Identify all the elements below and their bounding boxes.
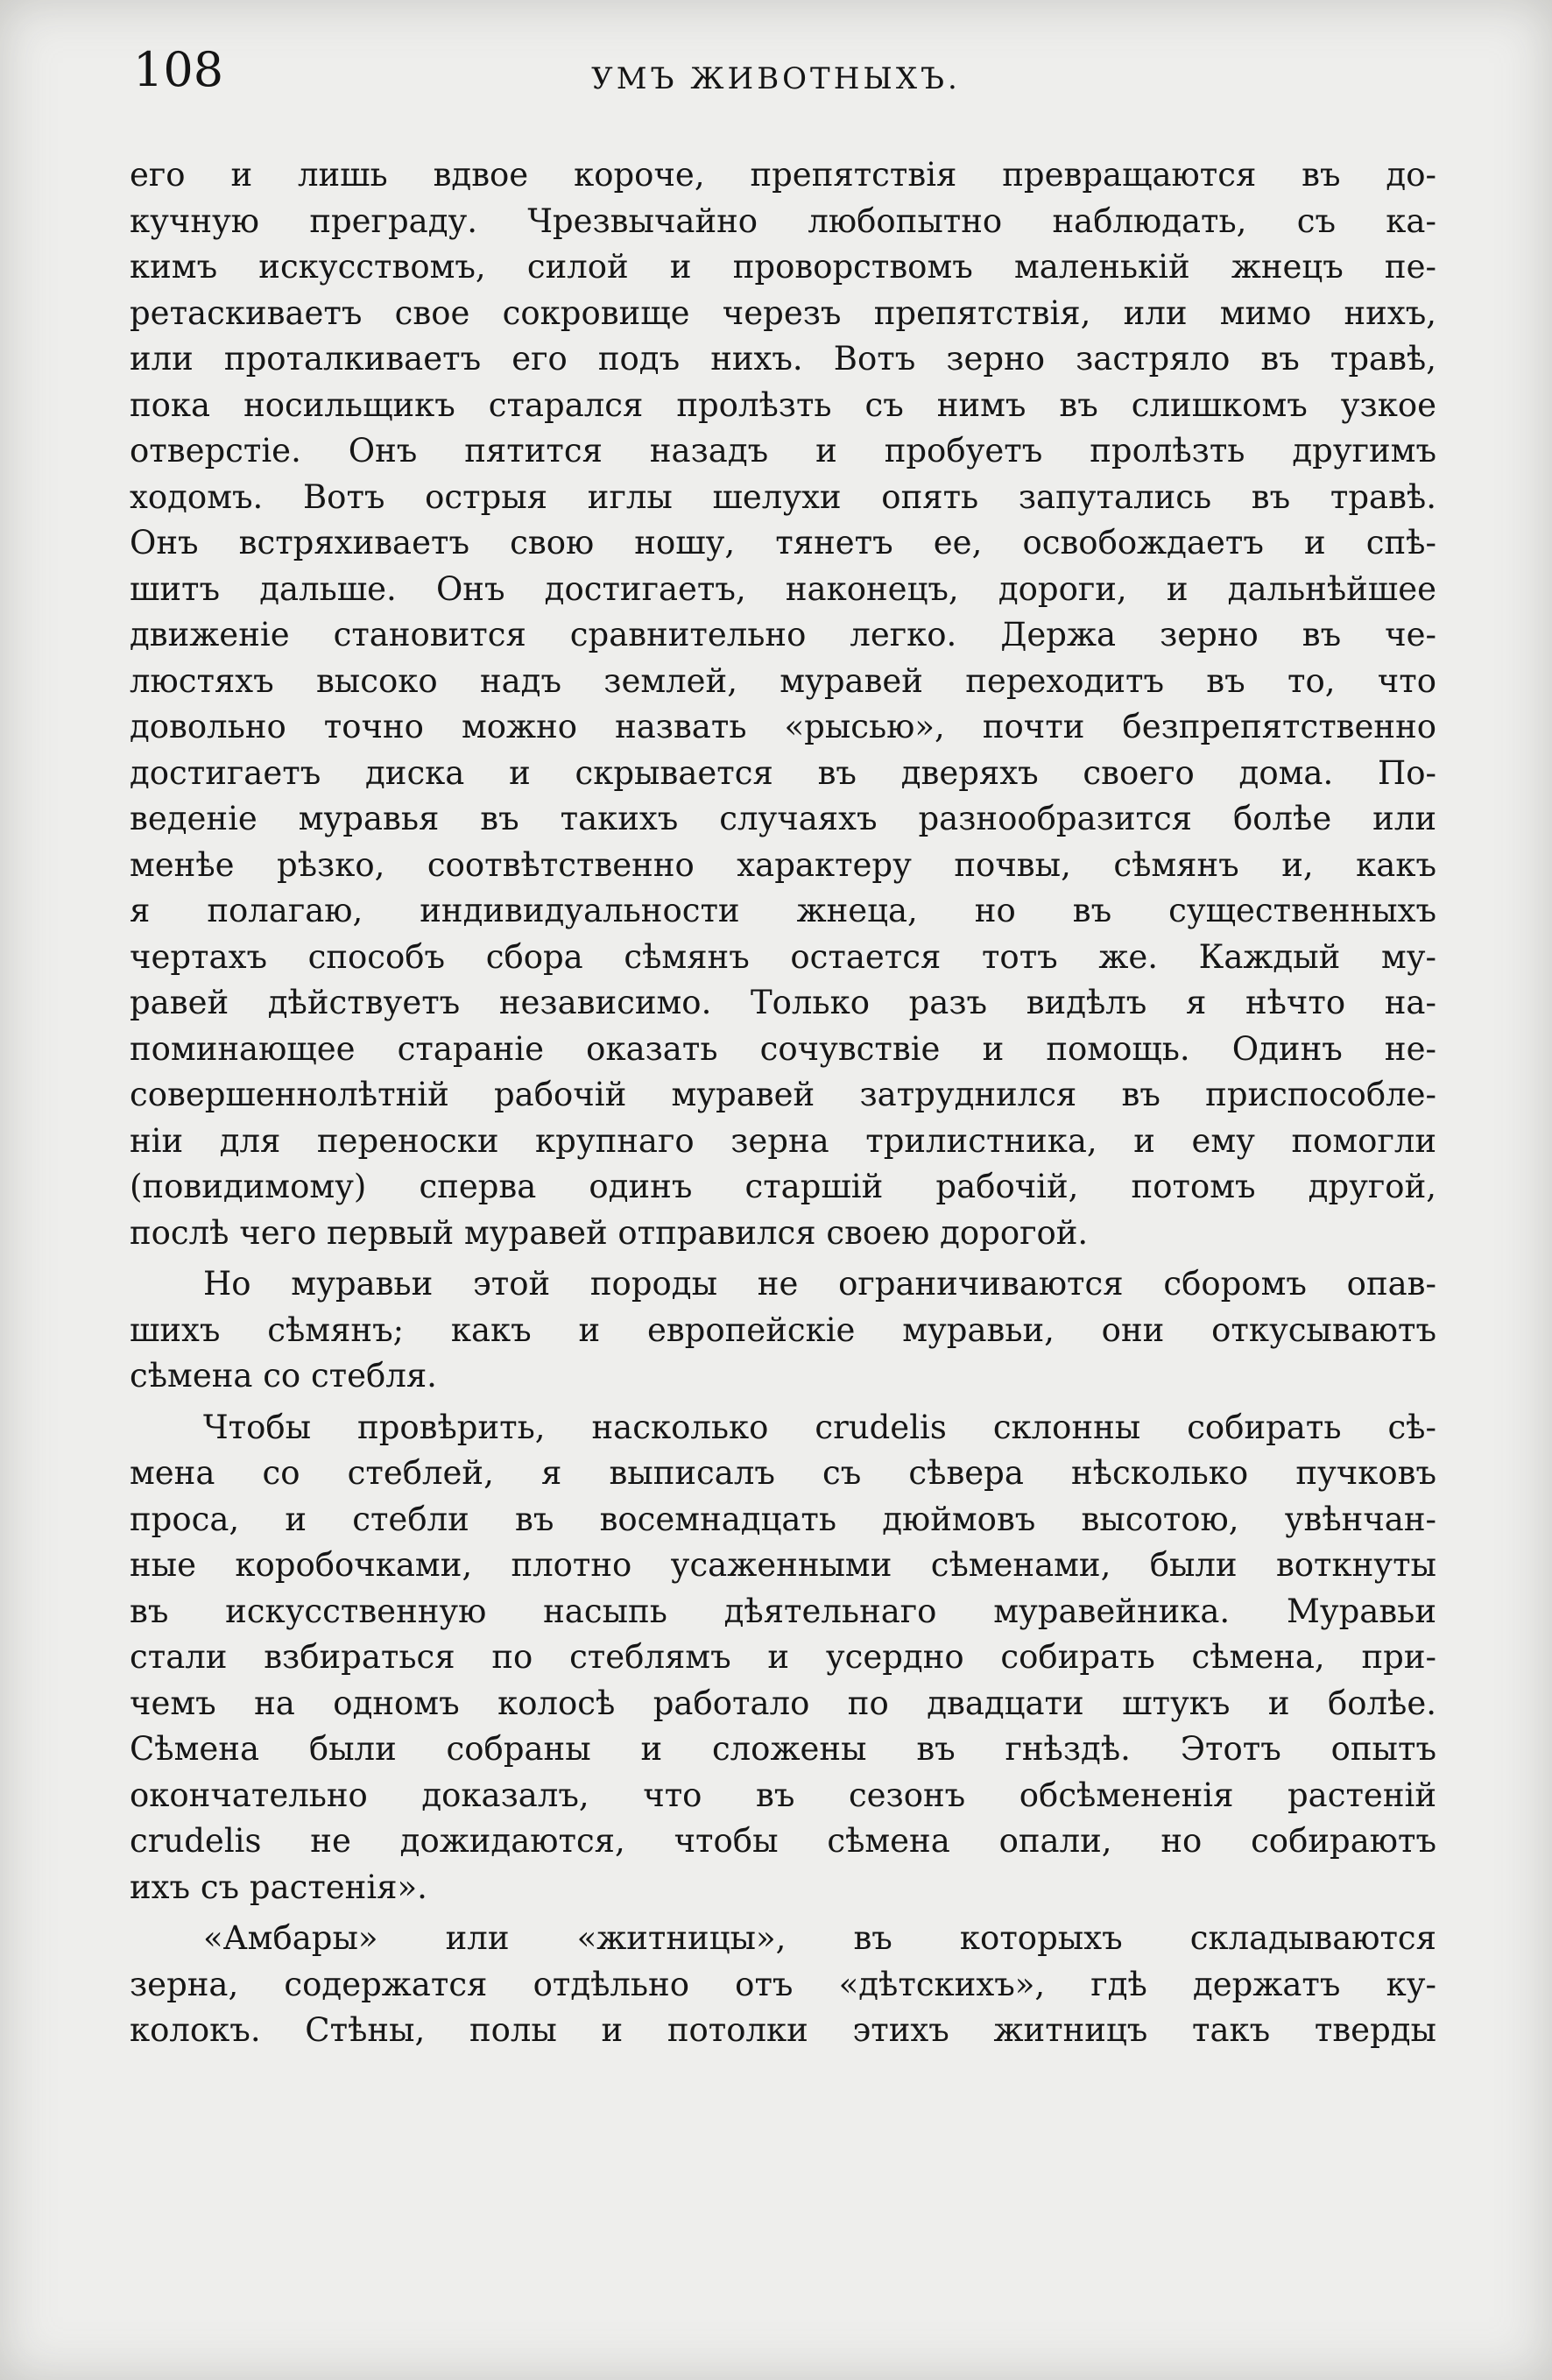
running-title: УМЪ ЖИВОТНЫХЪ. bbox=[591, 61, 961, 96]
text-line: «Амбары» или «житницы», въ которыхъ складываются bbox=[203, 1919, 1436, 1957]
text-line: кимъ искусствомъ, силой и проворствомъ маленькій жнецъ пе- bbox=[130, 248, 1436, 286]
text-line: стали взбираться по стеблямъ и усердно собирать сѣмена, при- bbox=[130, 1638, 1436, 1676]
text-line: достигаетъ диска и скрывается въ дверяхъ своего дома. По- bbox=[130, 753, 1436, 792]
text-line: колокъ. Стѣны, полы и потолки этихъ житницъ такъ тверды bbox=[130, 2011, 1436, 2049]
text-line: отверстіе. Онъ пятится назадъ и пробуетъ пролѣзть другимъ bbox=[130, 432, 1436, 470]
text-line: въ искусственную насыпь дѣятельнаго муравейника. Муравьи bbox=[130, 1592, 1436, 1630]
text-line: движеніе становится сравнительно легко. Держа зерно въ че- bbox=[130, 616, 1436, 653]
text-line: довольно точно можно назвать «рысью», почти безпрепятственно bbox=[130, 708, 1436, 745]
text-line: пока носильщикъ старался пролѣзть съ нимъ въ слишкомъ узкое bbox=[130, 385, 1436, 424]
text-line: (повидимому) сперва одинъ старшій рабочій, потомъ другой, bbox=[130, 1168, 1436, 1205]
body-text bbox=[130, 152, 1436, 2059]
paragraph bbox=[130, 152, 1436, 1256]
page-number: 108 bbox=[133, 42, 224, 97]
paragraph bbox=[130, 1261, 1436, 1400]
text-line: ихъ съ растенія». bbox=[130, 1868, 427, 1906]
text-line: сѣмена со стебля. bbox=[130, 1357, 437, 1395]
text-line: совершеннолѣтній рабочій муравей затруднился въ приспособле- bbox=[130, 1076, 1436, 1113]
text-line: менѣе рѣзко, соотвѣтственно характеру почвы, сѣмянъ и, какъ bbox=[130, 845, 1436, 884]
text-line: я полагаю, индивидуальности жнеца, но въ существенныхъ bbox=[130, 892, 1436, 929]
text-line: люстяхъ высоко надъ землей, муравей переходитъ въ то, что bbox=[130, 661, 1436, 700]
paragraph bbox=[130, 1405, 1436, 1911]
text-line: зерна, содержатся отдѣльно отъ «дѣтскихъ», гдѣ держатъ ку- bbox=[130, 1965, 1436, 2003]
text-line: или проталкиваетъ его подъ нихъ. Вотъ зерно застряло въ травѣ, bbox=[130, 340, 1436, 378]
text-line: ніи для переноски крупнаго зерна трилистника, и ему помогли bbox=[130, 1121, 1436, 1160]
text-line: Но муравьи этой породы не ограничиваются сборомъ опав- bbox=[203, 1265, 1436, 1303]
text-line: Онъ встряхиваетъ свою ношу, тянетъ ее, освобождаетъ и спѣ- bbox=[130, 524, 1436, 561]
text-line: проса, и стебли въ восемнадцать дюймовъ высотою, увѣнчан- bbox=[130, 1500, 1436, 1538]
text-line: равей дѣйствуетъ независимо. Только разъ видѣлъ я нѣчто на- bbox=[130, 984, 1436, 1021]
text-line: ные коробочками, плотно усаженными сѣменами, были воткнуты bbox=[130, 1546, 1436, 1584]
paragraph bbox=[130, 1916, 1436, 2054]
text-line: шихъ сѣмянъ; какъ и европейскіе муравьи, они откусываютъ bbox=[130, 1310, 1436, 1349]
text-line: окончательно доказалъ, что въ сезонъ обсѣмененія растеній bbox=[130, 1776, 1436, 1814]
text-line: послѣ чего первый муравей отправился своею дорогой. bbox=[130, 1213, 1089, 1252]
text-line: Чтобы провѣрить, насколько crudelis склонны собирать сѣ- bbox=[203, 1408, 1436, 1446]
text-line: мена со стеблей, я выписалъ съ сѣвера нѣсколько пучковъ bbox=[130, 1454, 1436, 1492]
text-line: кучную преграду. Чрезвычайно любопытно наблюдать, съ ка- bbox=[130, 201, 1436, 240]
text-line: поминающее стараніе оказать сочувствіе и помощь. Одинъ не- bbox=[130, 1029, 1436, 1068]
text-line: чемъ на одномъ колосѣ работало по двадцати штукъ и болѣе. bbox=[130, 1684, 1436, 1722]
text-line: Сѣмена были собраны и сложены въ гнѣздѣ. Этотъ опытъ bbox=[130, 1730, 1436, 1768]
text-line: веденіе муравья въ такихъ случаяхъ разнообразится болѣе или bbox=[130, 800, 1436, 837]
text-line: ходомъ. Вотъ острыя иглы шелухи опять запутались въ травѣ. bbox=[130, 477, 1436, 516]
text-line: чертахъ способъ сбора сѣмянъ остается тотъ же. Каждый му- bbox=[130, 937, 1436, 976]
text-line: ретаскиваетъ свое сокровище черезъ препятствія, или мимо нихъ, bbox=[130, 293, 1436, 332]
text-line: шитъ дальше. Онъ достигаетъ, наконецъ, дороги, и дальнѣйшее bbox=[130, 569, 1436, 608]
text-line: его и лишь вдвое короче, препятствія превращаются въ до- bbox=[130, 156, 1436, 194]
text-line: crudelis не дожидаются, чтобы сѣмена опали, но собираютъ bbox=[130, 1822, 1436, 1860]
